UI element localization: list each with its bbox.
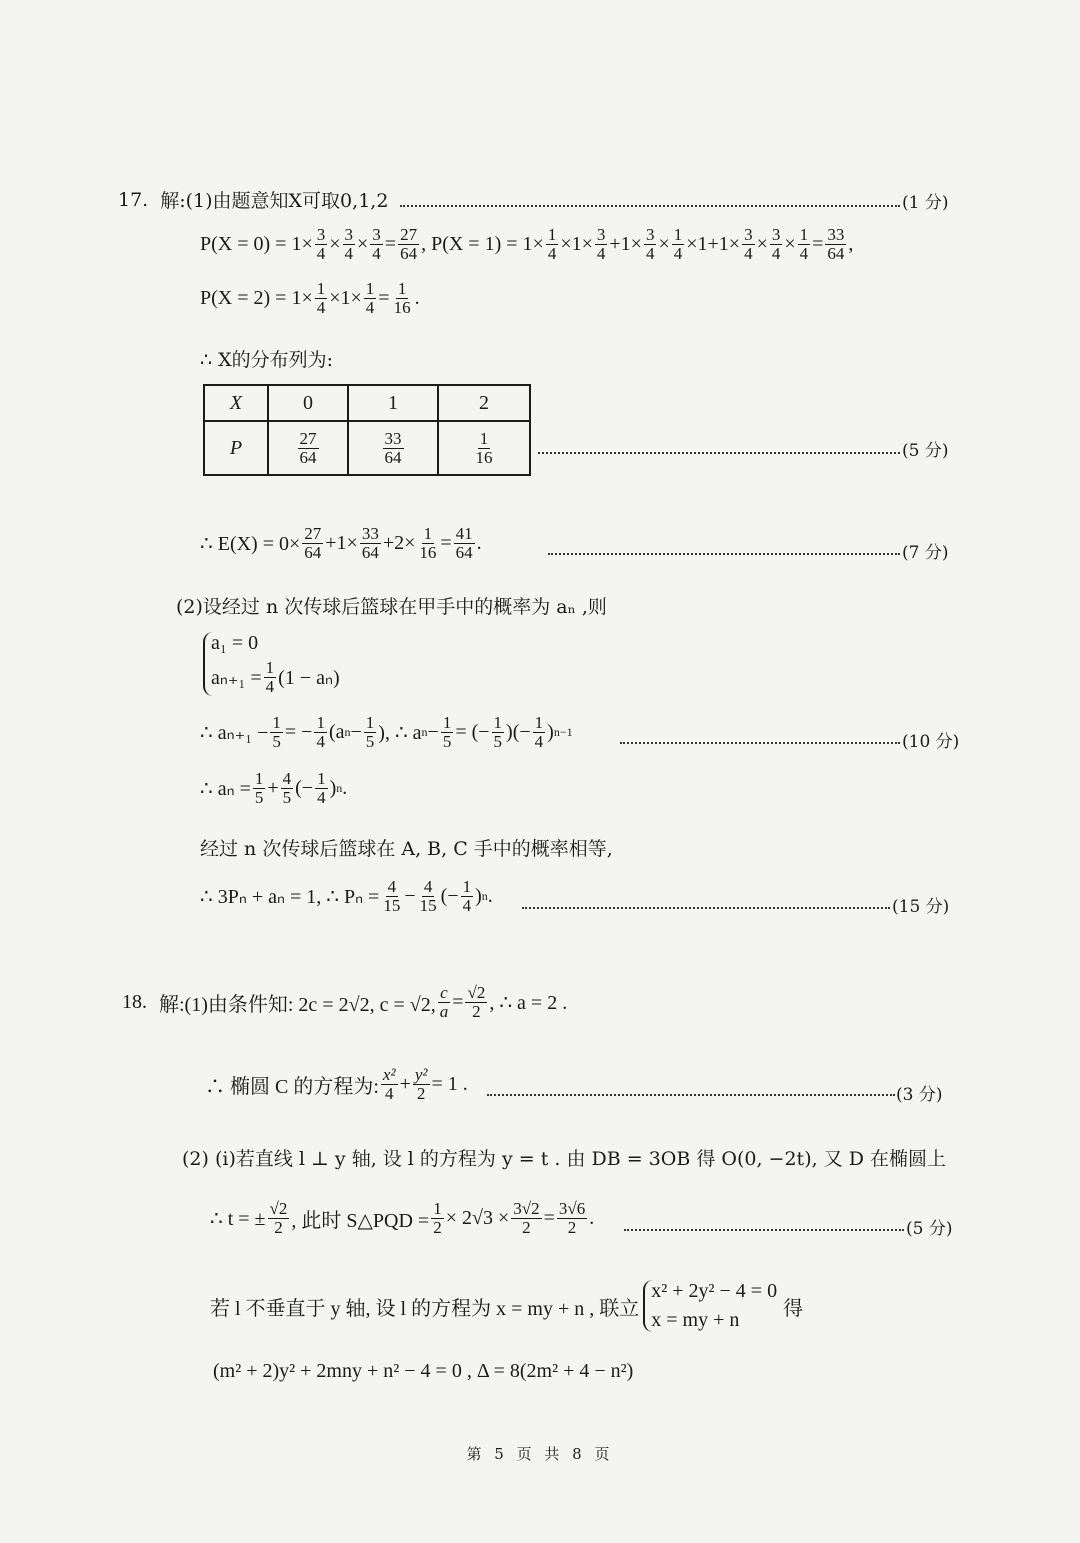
- score-7: (7 分): [902, 543, 949, 563]
- pn-formula: ∴ 3Pₙ + aₙ = 1, ∴ Pₙ = $\frac{4}{15}$ − $\frac{4}{15}$ (− $\frac{1}{4}$ ) n .: [200, 877, 493, 915]
- dot-leader: [620, 742, 900, 744]
- fraction-3-4: $\frac{3}{4}$: [645, 225, 655, 263]
- px0-lhs: P(X = 0) = 1×: [200, 232, 313, 255]
- score-3: (3 分): [896, 1085, 943, 1105]
- table-cell: $\frac{33}{64}$: [348, 421, 438, 475]
- fraction-3-4: $\frac{3}{4}$: [344, 225, 354, 263]
- area-mid: × 2√3 ×: [445, 1206, 510, 1229]
- table-cell: 1: [348, 385, 438, 421]
- quadratic-equation: (m² + 2)y² + 2mny + n² − 4 = 0 , Δ = 8(2m² + 4 − n²): [213, 1360, 634, 1382]
- px1-lhs: , P(X = 1) = 1×: [421, 232, 544, 255]
- fraction-3sqrt2-2: $\frac{3√2}{2}$: [513, 1199, 540, 1237]
- q17-number: 17.: [118, 188, 149, 211]
- a-result: , ∴ a = 2 .: [489, 991, 568, 1014]
- fraction-4-15: $\frac{4}{15}$: [383, 877, 401, 915]
- q17-header: [118, 186, 388, 213]
- fraction-1-16: $\frac{1}{16}$: [419, 524, 437, 562]
- q18-head-text: 解:(1)由条件知: 2c = 2√2, c = √2,: [159, 993, 436, 1016]
- part2-header-q18: (2) (i)若直线 l ⊥ y 轴, 设 l 的方程为 y = t . 由 DB = 3OB 得 O(0, −2t), 又 D 在椭圆上: [182, 1148, 946, 1170]
- score-15: (15 分): [892, 897, 950, 917]
- dot-leader: [487, 1094, 895, 1096]
- fraction-3-4: $\frac{3}{4}$: [744, 225, 753, 263]
- fraction-41-64: $\frac{41}{64}$: [455, 524, 473, 562]
- an-lhs: ∴ aₙ =: [200, 777, 251, 800]
- dot-leader: [522, 907, 890, 909]
- score-5-q18: (5 分): [906, 1219, 953, 1239]
- fraction-1-4: $\frac{1}{4}$: [317, 769, 326, 807]
- fraction-sqrt2-2: $\frac{√2}{2}$: [269, 1199, 288, 1237]
- pn-lhs: ∴ 3Pₙ + aₙ = 1, ∴ Pₙ =: [200, 885, 380, 908]
- fraction-1-4: $\frac{1}{4}$: [799, 225, 809, 263]
- fraction-1-4: $\frac{1}{4}$: [462, 877, 472, 915]
- fraction-sqrt2-2: $\frac{√2}{2}$: [467, 983, 486, 1021]
- fraction-3-4: $\frac{3}{4}$: [316, 225, 326, 263]
- fraction-3sqrt6-2: $\frac{3√6}{2}$: [558, 1199, 586, 1237]
- t-lhs: ∴ t = ±: [210, 1207, 266, 1230]
- fraction-27-64: $\frac{27}{64}$: [304, 524, 322, 562]
- area-text: , 此时 S△PQD =: [291, 1209, 430, 1232]
- recurrence-system: [203, 632, 340, 696]
- fraction-33-64: $\frac{33}{64}$: [827, 225, 845, 263]
- table-row: [204, 421, 530, 475]
- table-header-x: X: [204, 385, 268, 421]
- equal-probability-text: 经过 n 次传球后篮球在 A, B, C 手中的概率相等,: [200, 838, 613, 860]
- dot-leader: [624, 1229, 904, 1231]
- system-line-b: x = my + n: [651, 1309, 740, 1331]
- score-1: (1 分): [902, 193, 949, 213]
- q18-header: 18. 解:(1)由条件知: 2c = 2√2, c = √2, $\frac{c}{a}$ = $\frac{√2}{2}$ , ∴ a = 2 .: [122, 983, 568, 1021]
- system-line-1: a₁ = 0: [211, 632, 259, 654]
- fraction-1-5: $\frac{1}{5}$: [254, 769, 264, 807]
- fraction-4-15: $\frac{4}{15}$: [419, 877, 437, 915]
- fraction-1-4: $\frac{1}{4}$: [534, 713, 544, 751]
- ellipse-rhs: = 1 .: [431, 1072, 468, 1095]
- recurrence-transform: ∴ aₙ₊₁ − $\frac{1}{5}$ = − $\frac{1}{4}$ (a n − $\frac{1}{5}$ ), ∴ a n − $\frac{1}{5}$ = (− $\frac{1}{5}$ )(− $\frac{1}{4}$ ) n−1: [200, 713, 573, 751]
- system-brace: [643, 1280, 777, 1332]
- distribution-title: ∴ X的分布列为:: [200, 349, 334, 371]
- fraction-1-16: $\frac{1}{16}$: [393, 279, 411, 317]
- expectation-formula: ∴ E(X) = 0× $\frac{27}{64}$ +1× $\frac{33}{64}$ +2× $\frac{1}{16}$ = $\frac{41}{64}$ .: [200, 524, 482, 562]
- an-formula: ∴ aₙ = $\frac{1}{5}$ + $\frac{4}{5}$ (− $\frac{1}{4}$ ) n .: [200, 769, 348, 807]
- px2-formula: P(X = 2) = 1× $\frac{1}{4}$ ×1× $\frac{1}{4}$ = $\frac{1}{16}$ .: [200, 279, 420, 317]
- q18-number: 18.: [122, 990, 147, 1013]
- table-cell: $\frac{1}{16}$: [438, 421, 530, 475]
- system-brace: [203, 632, 340, 696]
- table-cell: 0: [268, 385, 348, 421]
- dot-leader: [538, 452, 900, 454]
- system-line-a: x² + 2y² − 4 = 0: [651, 1280, 778, 1302]
- area-formula: ∴ t = ± $\frac{√2}{2}$ , 此时 S△PQD = $\frac{1}{2}$ × 2√3 × $\frac{3√2}{2}$ = $\frac{3√6}{2}$ .: [210, 1199, 595, 1237]
- fraction-1-4: $\frac{1}{4}$: [316, 279, 326, 317]
- dot-leader: [548, 553, 900, 555]
- fraction-x2-4: $\frac{\text{x²}}{4}$: [382, 1065, 396, 1103]
- fraction-1-5: $\frac{1}{5}$: [442, 713, 452, 751]
- fraction-3-4: $\frac{3}{4}$: [372, 225, 381, 263]
- fraction-y2-2: $\frac{\text{y²}}{2}$: [414, 1065, 428, 1103]
- part2-header: (2)设经过 n 次传球后篮球在甲手中的概率为 aₙ ,则: [176, 596, 607, 618]
- fraction-3-4: $\frac{3}{4}$: [596, 225, 606, 263]
- fraction-1-5: $\frac{1}{5}$: [272, 713, 281, 751]
- distribution-table: [203, 384, 531, 476]
- page-footer: 第 5 页 共 8 页: [466, 1445, 614, 1463]
- rec-lhs: ∴ aₙ₊₁ −: [200, 721, 269, 744]
- q17-head-text: 解:(1)由题意知X可取0,1,2: [160, 190, 389, 212]
- score-5: (5 分): [902, 441, 949, 461]
- ellipse-lhs: ∴ 椭圆 C 的方程为:: [205, 1075, 379, 1098]
- fraction-33-64: $\frac{33}{64}$: [361, 524, 379, 562]
- table-cell: 2: [438, 385, 530, 421]
- fraction-4-5: $\frac{4}{5}$: [282, 769, 292, 807]
- fraction-1-4: $\frac{1}{4}$: [316, 713, 325, 751]
- px0-px1-formula: P(X = 0) = 1× $\frac{3}{4}$ × $\frac{3}{4}$ × $\frac{3}{4}$ = $\frac{27}{64}$ , P(X = 1) = 1× $\frac{1}{4}$ ×1× $\frac{3}{4}$ +1× $\frac{3}{4}$ × $\frac{1}{4}$ ×1+1× $\frac{3}{4}$ × $\frac{3}{4}$ × $\frac{1}{4}$ = $\frac{33}{64}$ ,: [200, 225, 854, 263]
- not-perp-text: 若 l 不垂直于 y 轴, 设 l 的方程为 x = my + n , 联立: [210, 1297, 640, 1320]
- fraction-27-64: $\frac{27}{64}$: [400, 225, 418, 263]
- fraction-1-4: $\frac{1}{4}$: [365, 279, 375, 317]
- de-text: 得: [783, 1297, 804, 1320]
- not-perpendicular-case: [210, 1280, 803, 1332]
- ellipse-equation: ∴ 椭圆 C 的方程为: $\frac{\text{x²}}{4}$ + $\frac{\text{y²}}{2}$ = 1 .: [205, 1065, 468, 1103]
- px2-lhs: P(X = 2) = 1×: [200, 286, 313, 309]
- fraction-3-4: $\frac{3}{4}$: [771, 225, 781, 263]
- fraction-c-a: $\frac{c}{a}$: [439, 983, 449, 1021]
- system-line-2: aₙ₊₁ = $\frac{1}{4}$ (1 − aₙ): [211, 658, 340, 696]
- fraction-1-5: $\frac{1}{5}$: [493, 713, 503, 751]
- table-row: [204, 385, 530, 421]
- ex-lhs: ∴ E(X) = 0×: [200, 532, 301, 555]
- dot-leader: [400, 205, 900, 207]
- fraction-1-2: $\frac{1}{2}$: [433, 1199, 442, 1237]
- table-cell: $\frac{27}{64}$: [268, 421, 348, 475]
- score-10: (10 分): [902, 732, 960, 752]
- table-header-p: P: [204, 421, 268, 475]
- fraction-1-4: $\frac{1}{4}$: [673, 225, 683, 263]
- fraction-1-4: $\frac{1}{4}$: [547, 225, 557, 263]
- fraction-1-5: $\frac{1}{5}$: [365, 713, 375, 751]
